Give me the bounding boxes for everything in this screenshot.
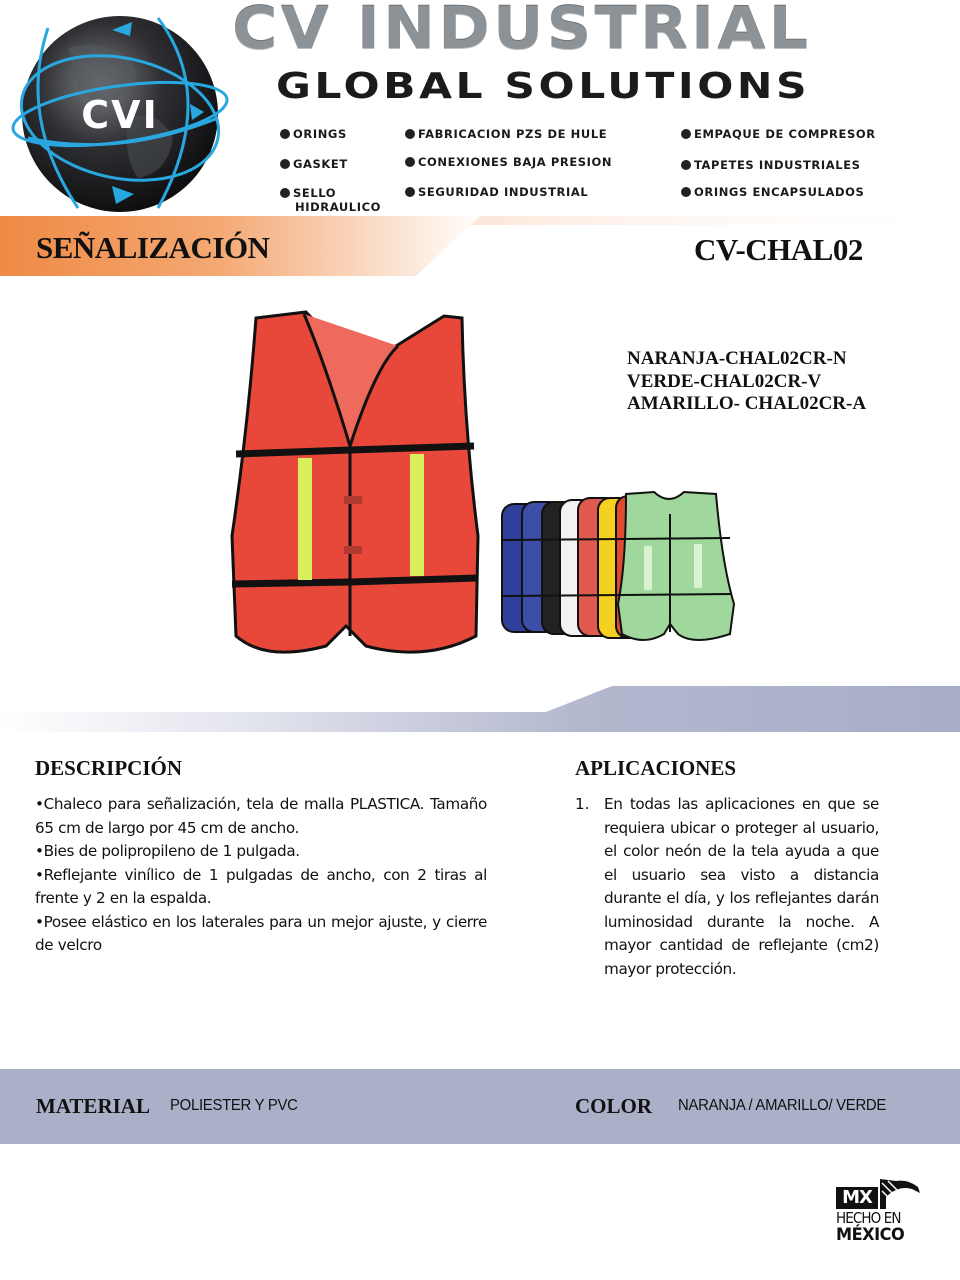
orange-vest-image (226, 306, 480, 662)
material-label: MATERIAL (36, 1094, 150, 1118)
service-item: EMPAQUE DE COMPRESOR (681, 128, 876, 141)
bullet-icon (280, 159, 290, 169)
description-paragraph: •Bies de polipropileno de 1 pulgada. (35, 842, 300, 860)
brand-title: CV INDUSTRIAL (232, 0, 812, 62)
bullet-icon (405, 187, 415, 197)
service-item: ORINGS ENCAPSULADOS (681, 186, 864, 199)
service-item: TAPETES INDUSTRIALES (681, 159, 861, 172)
hecho-en-mexico-badge (834, 1175, 924, 1247)
description-paragraph: •Chaleco para señalización, tela de malla PLASTICA. Tamaño 65 cm de largo por 45 cm de ancho. (35, 795, 487, 837)
variant-orange: NARANJA-CHAL02CR-N (627, 348, 847, 369)
product-code: CV-CHAL02 (694, 232, 863, 267)
section-title: SEÑALIZACIÓN (36, 230, 270, 265)
multicolor-vests-image (494, 484, 748, 646)
bullet-icon (681, 129, 691, 139)
variant-codes (627, 348, 866, 416)
applications-list (575, 793, 879, 981)
bullet-icon (280, 188, 290, 198)
bullet-icon (681, 160, 691, 170)
globe-logo-icon (8, 8, 232, 220)
service-item: GASKET (280, 158, 348, 171)
eagle-icon (878, 1175, 922, 1211)
mexico-text: MÉXICO (836, 1225, 905, 1245)
variant-yellow: AMARILLO- CHAL02CR-A (627, 393, 867, 414)
service-item: SEGURIDAD INDUSTRIAL (405, 186, 588, 199)
bullet-icon (405, 157, 415, 167)
variant-green: VERDE-CHAL02CR-V (627, 370, 822, 392)
mx-label: MX (836, 1187, 878, 1209)
list-number: 1. (575, 795, 590, 813)
description-paragraph: •Posee elástico en los laterales para un mejor ajuste, y cierre de velcro (35, 912, 487, 954)
description-paragraph: •Reflejante vinílico de 1 pulgadas de ancho, con 2 tiras al frente y 2 en la espalda. (35, 865, 487, 907)
service-item: CONEXIONES BAJA PRESION (405, 156, 612, 169)
bullet-icon (280, 129, 290, 139)
services-list (280, 128, 960, 218)
blue-divider-band (0, 686, 960, 736)
hecho-en-text: HECHO EN (836, 1209, 901, 1227)
material-value: POLIESTER Y PVC (170, 1097, 298, 1114)
bullet-icon (405, 129, 415, 139)
color-label: COLOR (575, 1094, 653, 1118)
description-body (35, 793, 487, 958)
bullet-icon (681, 187, 691, 197)
service-item: SELLO (280, 187, 336, 200)
service-item-cont: HIDRAULICO (295, 200, 382, 214)
brand-subtitle: GLOBAL SOLUTIONS (276, 66, 811, 107)
service-item: ORINGS (280, 128, 347, 141)
description-heading: DESCRIPCIÓN (35, 756, 183, 780)
logo-text: CVI (81, 93, 159, 137)
color-value: NARANJA / AMARILLO/ VERDE (678, 1097, 887, 1114)
service-item: FABRICACION PZS DE HULE (405, 128, 607, 141)
applications-heading: APLICACIONES (575, 756, 737, 780)
application-item: En todas las aplicaciones en que se requiera ubicar o proteger al usuario, el color neón de la tela ayuda a que el usuario sea visto a distancia durante el día, y los reflejantes darán luminosidad durante la noche. A mayor cantidad de reflejante (cm2) mayor protección. (604, 795, 879, 978)
